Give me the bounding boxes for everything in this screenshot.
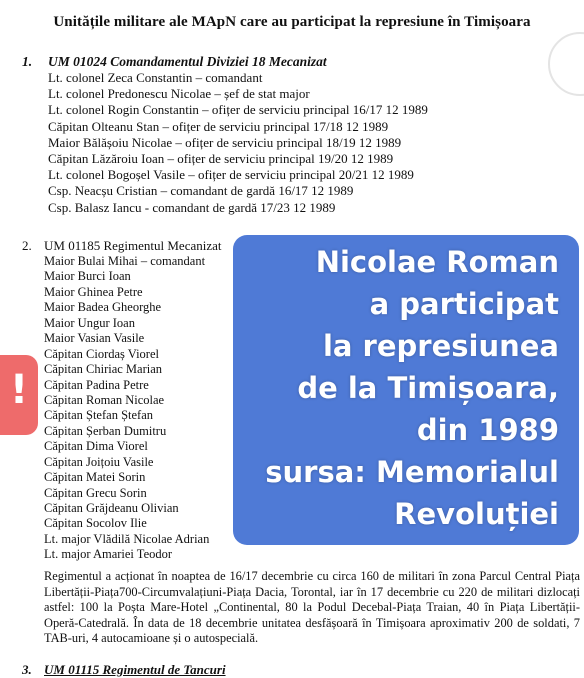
- corner-circle-icon: [548, 32, 584, 96]
- overlay-line: din 1989: [416, 413, 559, 447]
- section3-number: 3.: [22, 662, 32, 677]
- overlay-line: Revoluției: [394, 497, 559, 531]
- overlay-caption: [233, 241, 579, 535]
- list-item: Căpitan Roman Nicolae: [44, 392, 165, 407]
- list-item: Căpitan Matei Sorin: [44, 470, 146, 485]
- list-item: Lt. colonel Predonescu Nicolae – șef de stat major: [48, 86, 310, 102]
- list-item: Căpitan Grăjdeanu Olivian: [44, 501, 179, 515]
- section1-number: 1.: [22, 54, 33, 69]
- list-item: Lt. major Amariei Teodor: [44, 547, 173, 562]
- section1-title: UM 01024 Comandamentul Diviziei 18 Mecanizat: [48, 54, 327, 69]
- list-item: Maior Burci Ioan: [44, 269, 131, 284]
- list-item: Căpitan Dima Viorel: [44, 439, 148, 454]
- list-item: Maior Ghinea Petre: [44, 284, 143, 299]
- overlay-line: sursa: Memorialul: [265, 455, 559, 489]
- list-item: Căpitan Socolov Ilie: [44, 516, 147, 531]
- list-item: Căpitan Grecu Sorin: [44, 485, 147, 500]
- exclamation-icon: !: [9, 367, 29, 413]
- list-item: Lt. colonel Rogin Constantin – ofițer de serviciu principal 16/17 12 1989: [48, 102, 428, 118]
- list-item: Maior Bălășoiu Nicolae – ofițer de serviciu principal 18/19 12 1989: [48, 134, 402, 150]
- list-item: Maior Badea Gheorghe: [44, 300, 162, 315]
- section1-personnel-list: [48, 70, 428, 216]
- alert-badge: [0, 355, 38, 435]
- list-item: Căpitan Olteanu Stan – ofițer de serviciu principal 17/18 12 1989: [48, 118, 389, 134]
- section3-title: UM 01115 Regimentul de Tancuri: [44, 662, 226, 677]
- list-item: Căpitan Ciordaș Viorel: [44, 346, 159, 361]
- section2-heading: [22, 238, 222, 254]
- section2-paragraph: Regimentul a acționat în noaptea de 16/17 decembrie cu circa 160 de militari în zona Parcul Central Piața Libertății-Piața700-Circumvalațiuni-Piața Dacia, Torontal, iar în 17 decembrie cu 220 de militari dizlocați astfel: 100 la Poșta Mare-Hotel „Continental, 80 la Podul Decebal-Piața Traian, 40 în Piața Libertății-Operă-Catedrală. În data de 18 decembrie unitatea desfășoară în Timișoara aproximativ 200 de soldati, 7 TAB-uri, 4 autocamioane și o autospecială.: [44, 569, 580, 646]
- list-item: Căpitan Padina Petre: [44, 377, 149, 392]
- list-item: Căpitan Chiriac Marian: [44, 362, 163, 377]
- list-item: Căpitan Lăzăroiu Ioan – ofițer de serviciu principal 19/20 12 1989: [48, 150, 394, 166]
- list-item: Maior Vasian Vasile: [44, 331, 145, 346]
- list-item: Căpitan Șerban Dumitru: [44, 423, 167, 438]
- overlay-line: a participat: [369, 287, 559, 321]
- list-item: Csp. Neacșu Cristian – comandant de gardă 16/17 12 1989: [48, 183, 354, 199]
- document-title: Unitățile militare ale MApN care au participat la represiune în Timișoara: [53, 14, 531, 30]
- list-item: Lt. major Vlădilă Nicolae Adrian: [44, 531, 210, 546]
- list-item: Căpitan Joițoiu Vasile: [44, 454, 154, 469]
- overlay-line: la represiunea: [322, 329, 559, 363]
- list-item: Csp. Balasz Iancu - comandant de gardă 17/23 12 1989: [48, 199, 336, 215]
- overlay-line: de la Timișoara,: [297, 371, 559, 405]
- list-item: Lt. colonel Zeca Constantin – comandant: [48, 70, 263, 85]
- list-item: Lt. colonel Bogoșel Vasile – ofițer de serviciu principal 20/21 12 1989: [48, 167, 414, 183]
- overlay-line: Nicolae Roman: [315, 245, 559, 279]
- section1-heading: [22, 54, 327, 70]
- list-item: Maior Ungur Ioan: [44, 315, 135, 330]
- section2-personnel-list: [44, 254, 209, 563]
- section2-title: UM 01185 Regimentul Mecanizat: [44, 238, 222, 253]
- list-item: Maior Bulai Mihai – comandant: [44, 254, 206, 268]
- overlay-caption-box: [233, 235, 579, 545]
- section2-number: 2.: [22, 238, 32, 253]
- section3-heading: [22, 662, 226, 678]
- list-item: Căpitan Ștefan Ștefan: [44, 408, 153, 423]
